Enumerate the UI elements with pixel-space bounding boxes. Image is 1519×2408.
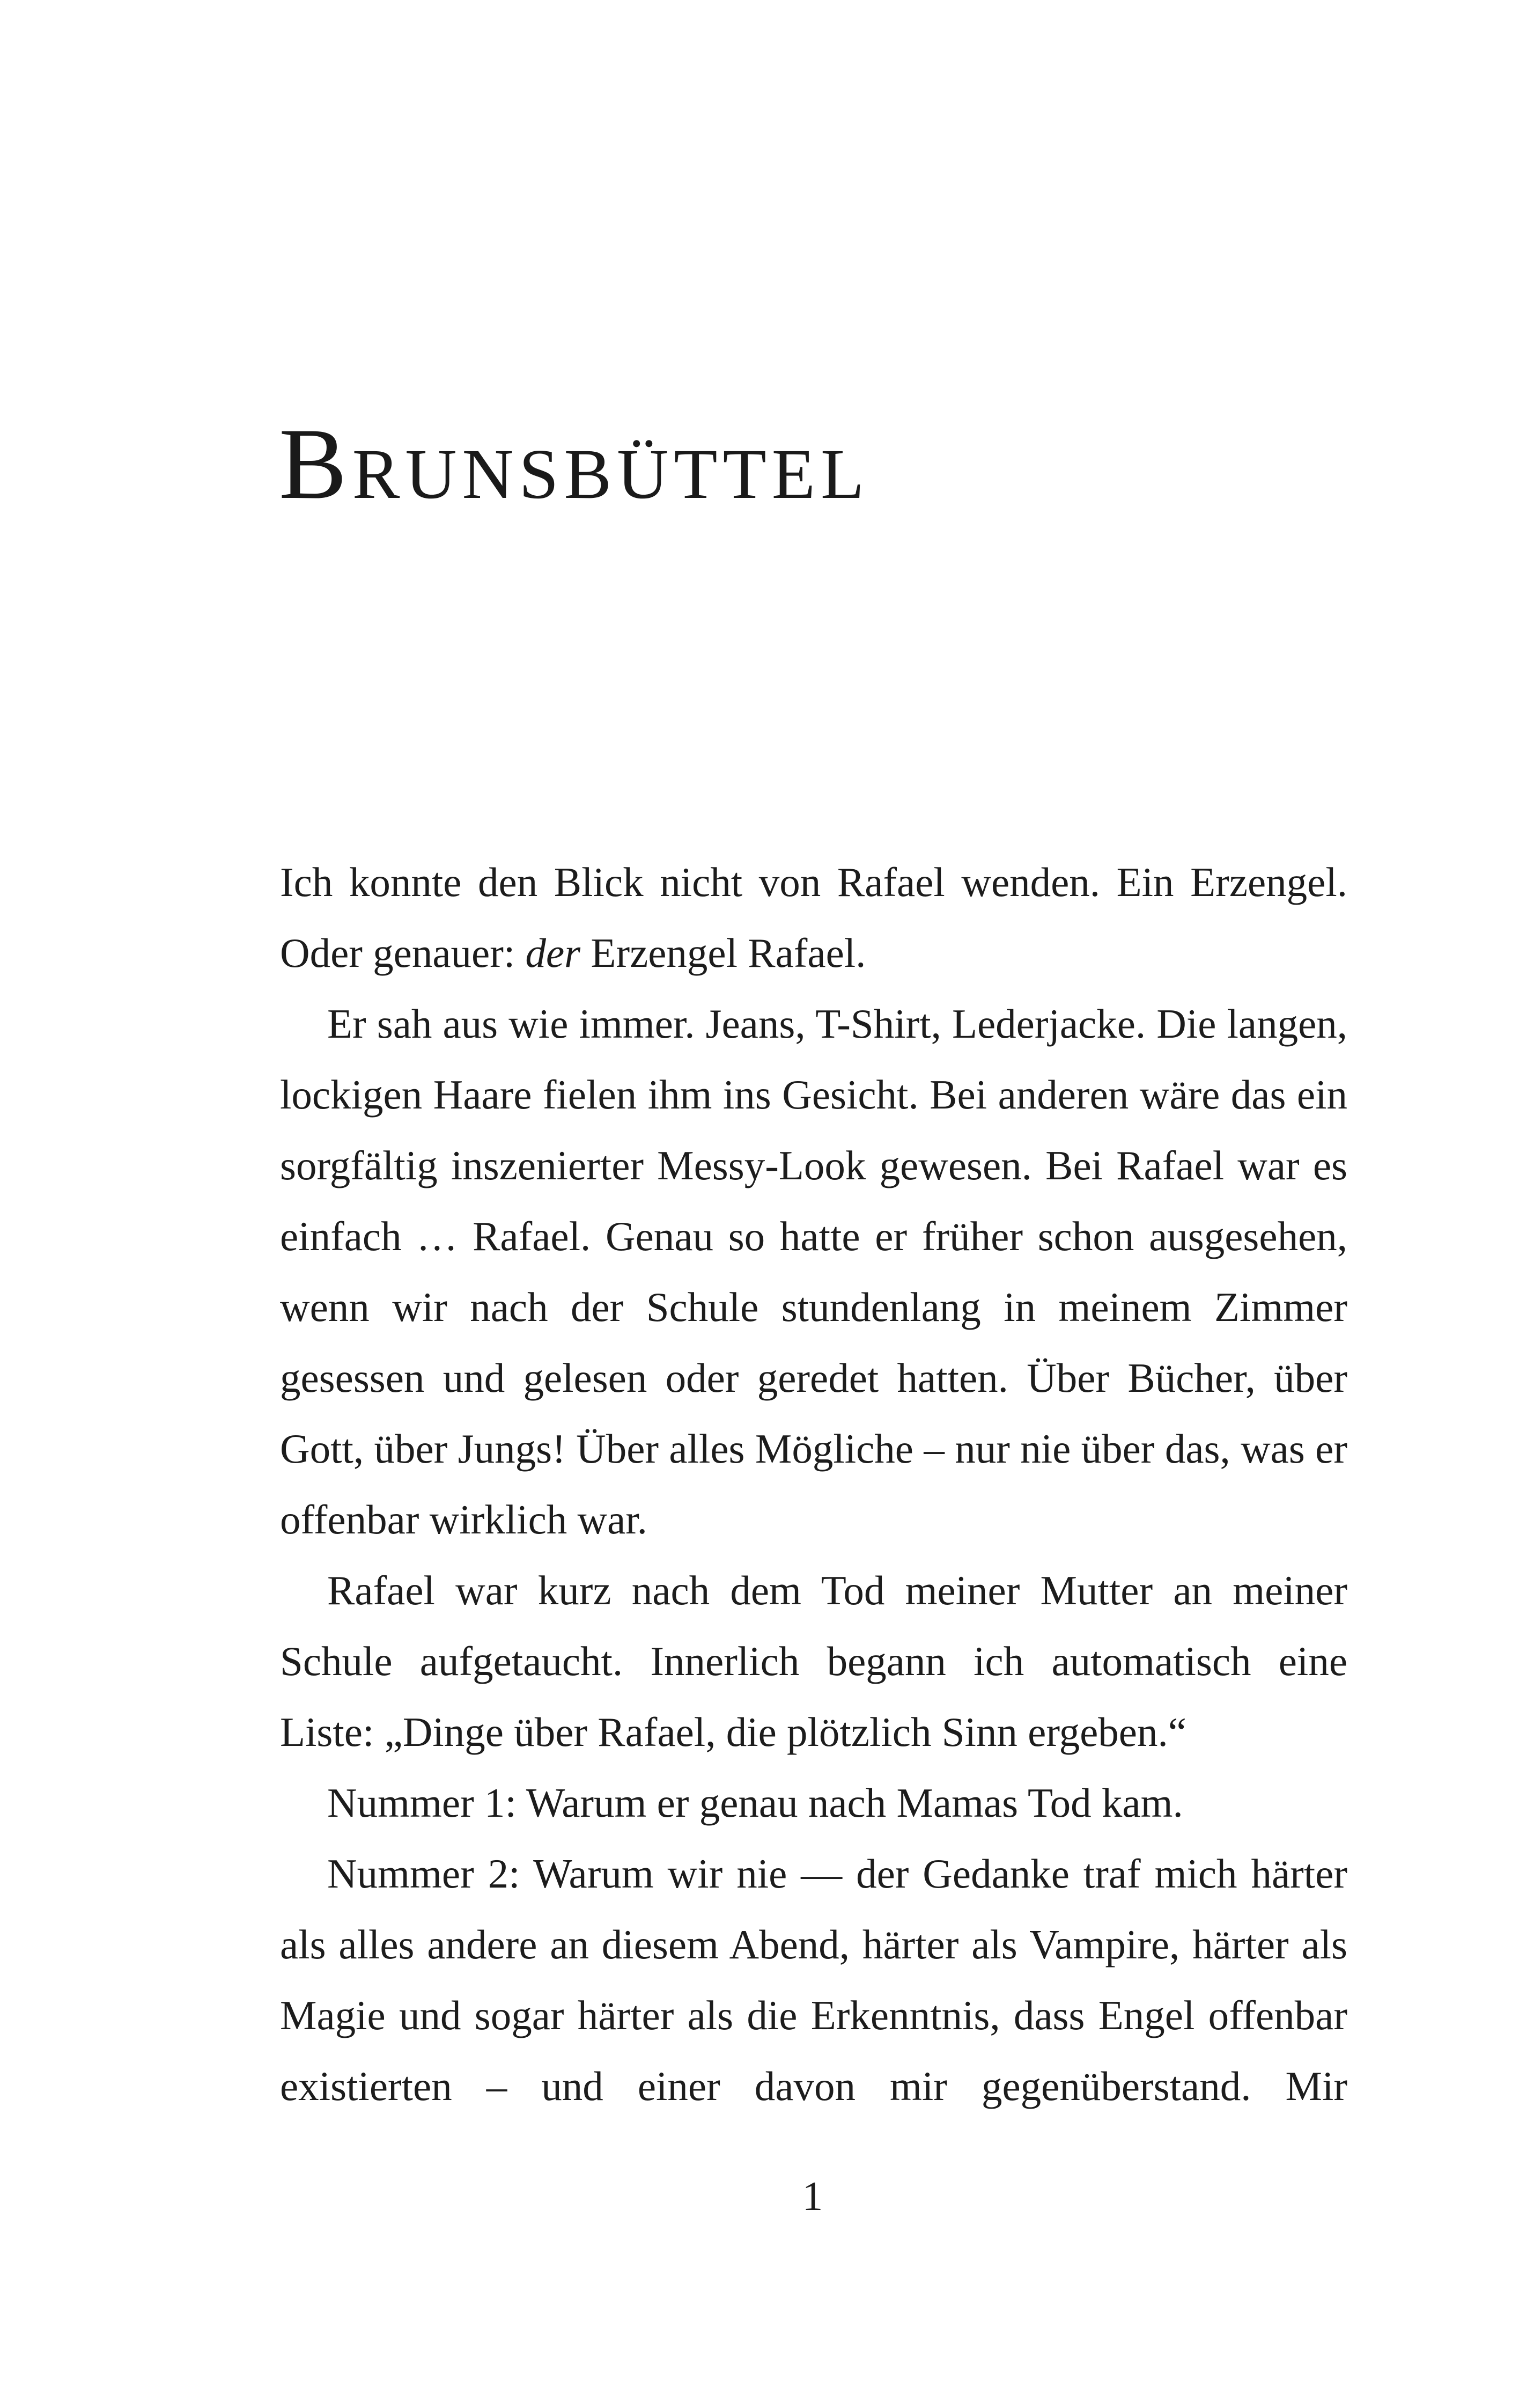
chapter-title-text: Brunsbüttel: [279, 408, 870, 520]
paragraph-1: [280, 847, 1347, 988]
paragraph-1-text: Ich konnte den Blick nicht von Rafael wenden. Ein Erzengel. Oder genauer:: [280, 859, 1347, 976]
paragraph-1-text-end: Erzengel Rafael.: [580, 930, 866, 976]
paragraph-2-text: Er sah aus wie immer. Jeans, T-Shirt, Lederjacke. Die langen, lockigen Haare fielen ihm ins Gesicht. Bei anderen wäre das ein sorgfältig inszenierter Messy-Look gewesen. Bei Rafael war es einfach … Rafael. Genau so hatte er früher schon ausgesehen, wenn wir nach der Schule stundenlang in meinem Zimmer gesessen und gelesen oder geredet hatten. Über Bücher, über Gott, über Jungs! Über alles Mögliche – nur nie über das, was er offenbar wirklich war.: [280, 1001, 1347, 1543]
emphasized-word: der: [525, 930, 581, 976]
paragraph-2: [280, 988, 1347, 1555]
body-text: [280, 847, 1347, 2121]
page-number: 1: [802, 2173, 823, 2219]
paragraph-4: [280, 1767, 1347, 1838]
paragraph-5: [280, 1838, 1347, 2121]
paragraph-3-text: Rafael war kurz nach dem Tod meiner Mutter an meiner Schule aufgetaucht. Innerlich begann ich automatisch eine Liste: „Dinge über Rafael, die plötzlich Sinn ergeben.“: [280, 1567, 1347, 1755]
paragraph-3: [280, 1555, 1347, 1767]
paragraph-4-text: Nummer 1: Warum er genau nach Mamas Tod kam.: [327, 1780, 1183, 1826]
paragraph-5-text: Nummer 2: Warum wir nie — der Gedanke traf mich härter als alles andere an diesem Abend, härter als Vampire, härter als Magie und sogar härter als die Erkenntnis, dass Engel offenbar existierten – und einer davon mir gegenüberstand. Mir: [280, 1851, 1347, 2109]
chapter-title: [279, 408, 870, 520]
